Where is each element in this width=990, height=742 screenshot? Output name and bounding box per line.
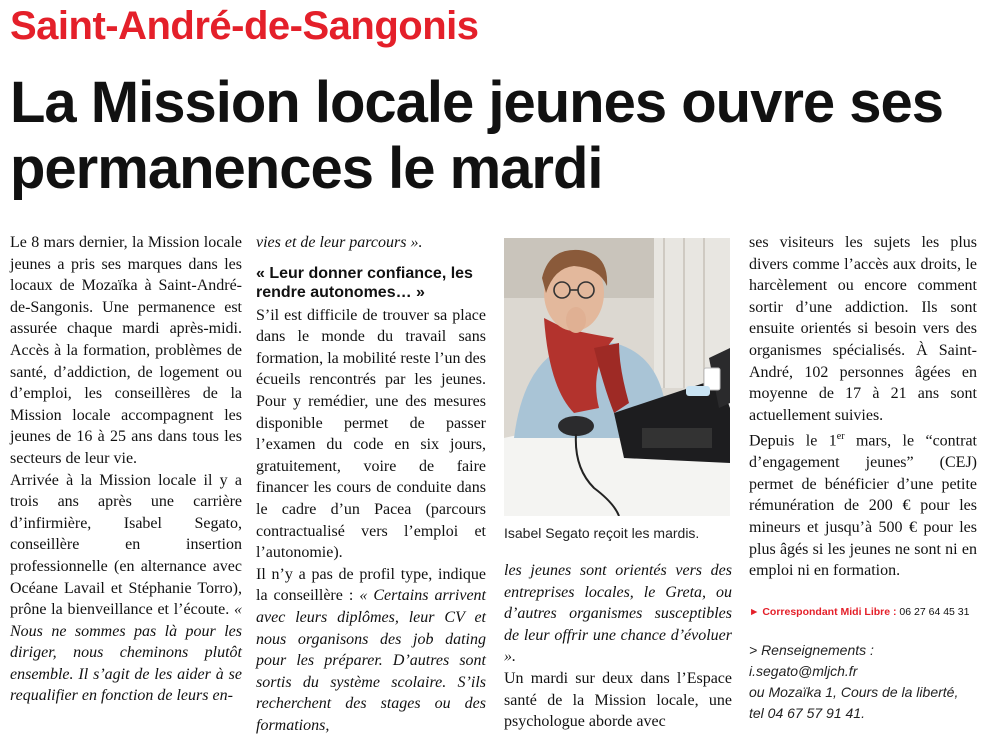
info-address: ou Mozaïka 1, Cours de la liberté, [749, 684, 959, 700]
quote-text: « Certains arrivent avec leurs diplômes, leur CV et nous organisons des job dating pour les préparer. D’autres sont sortis du système scolaire. S’ils recherchent des stages ou des formations, [256, 587, 487, 734]
correspondent-phone: 06 27 64 45 31 [899, 606, 970, 618]
paragraph-text: Arrivée à la Mission locale il y a trois ans après une carrière d’infirmière, Isabel Segato, conseillère en insertion professionnelle (en alternance avec Océane Lavail et Stéphanie Torro), prône la bienveillance et l’écoute. [10, 471, 242, 619]
paragraph [749, 426, 977, 581]
paragraph-text: Il n’y a pas de profil type, indique la conseillère : [256, 565, 486, 605]
article-column-3 [504, 560, 732, 733]
correspondent-signature [749, 606, 979, 618]
paragraph: Le 8 mars dernier, la Mission locale jeunes a pris ses marques dans les locaux de Mozaïka à Saint-André-de-Sangonis. Une permanence est assurée chaque mardi après-midi. Accès à la formation, problèmes de santé, d’addiction, de logement ou d’emploi, les conseillères de la Mission locale accompagnent les jeunes de 16 à 25 ans dans tous les secteurs de leur vie. [10, 234, 242, 467]
info-phone: tel 04 67 57 91 41. [749, 705, 865, 721]
info-email[interactable]: i.segato@mljch.fr [749, 663, 858, 679]
paragraph-text: Depuis le 1 [749, 432, 837, 450]
quote-text: les jeunes sont orientés vers des entreprises locales, le Greta, ou d’autres organismes susceptibles de leur offrir une chance d’évoluer ». [504, 562, 732, 666]
quote-text: vies et de leur parcours ». [256, 234, 423, 251]
paragraph [256, 564, 486, 737]
arrow-marker-icon: ► [749, 606, 760, 618]
photo-illustration [504, 238, 730, 516]
info-box [749, 640, 981, 724]
article-column-1 [10, 232, 242, 707]
paragraph: ses visiteurs les sujets les plus divers comme l’accès aux droits, le harcèlement ou encore comment sortir d’une addiction. Ils sont ensuite orientés si besoin vers des organismes spécialisés. À Saint-André, 102 personnes âgées en moyenne de 17 à 21 ans sont actuellement suivies. [749, 234, 977, 424]
article-photo [504, 238, 730, 516]
section-subhead: « Leur donner confiance, les rendre autonomes… » [256, 264, 473, 301]
headline: La Mission locale jeunes ouvre ses permanences le mardi [10, 70, 944, 201]
article-column-4 [749, 232, 977, 582]
correspondent-label: Correspondant Midi Libre : [762, 606, 897, 618]
article-column-2 [256, 232, 486, 736]
quote-text: « Nous ne sommes pas là pour les diriger, nous cheminons plutôt ensemble. Il s’agit de les aider à se requalifier en fonction de leurs en- [10, 601, 242, 705]
kicker-location: Saint-André-de-Sangonis [10, 4, 479, 48]
paragraph [10, 470, 242, 708]
paragraph: S’il est difficile de trouver sa place dans le monde du travail sans formation, la mobilité reste l’un des écueils rencontrés par les jeunes. Pour y remédier, une des mesures disponible permet de passer l’examen du code en six jours, gratuitement, voire de faire financer les cours de conduite dans le cadre d’un Pacea (parcours contractualisé vers l’emploi et l’autonomie). [256, 306, 486, 562]
paragraph-text: mars, le “contrat d’engagement jeunes” (CEJ) permet de bénéficier d’une petite rémunération de 200 € pour les mineurs et jusqu’à 500 € pour les plus âgés si les jeunes ne sont ni en emploi ni en formation. [749, 432, 978, 580]
superscript: er [836, 431, 845, 443]
paragraph: Un mardi sur deux dans l’Espace santé de la Mission locale, une psychologue aborde avec [504, 669, 732, 731]
photo-caption: Isabel Segato reçoit les mardis. [504, 525, 700, 541]
info-heading: > Renseignements : [749, 642, 874, 658]
